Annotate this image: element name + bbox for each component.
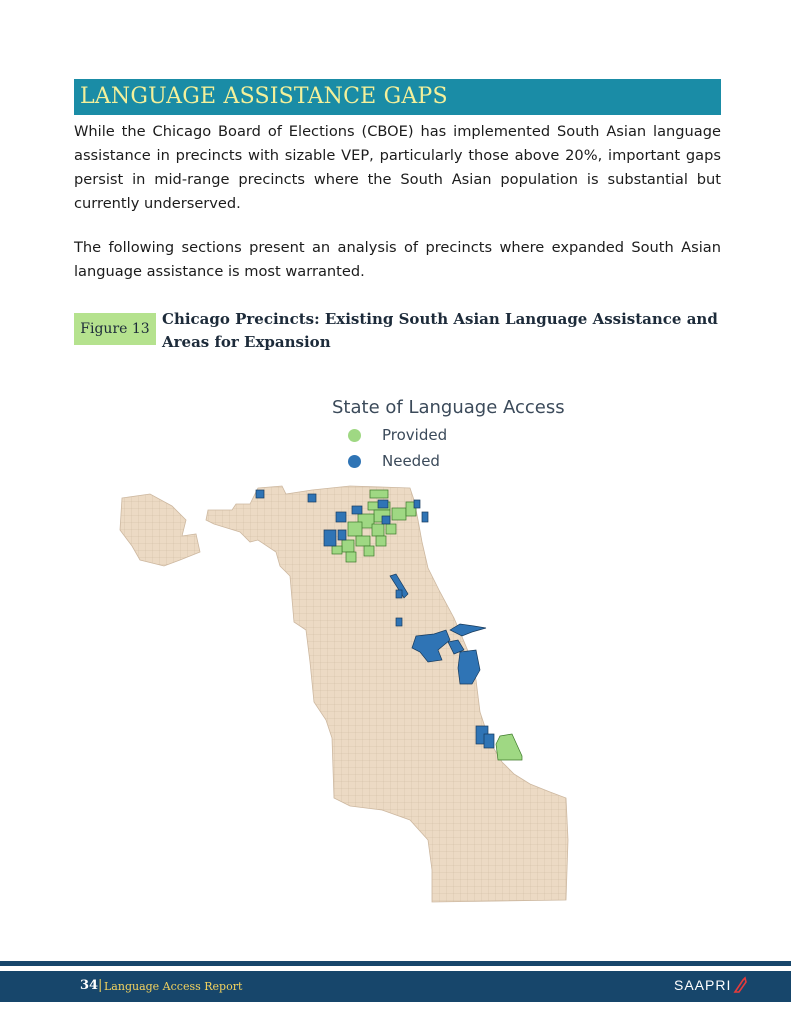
figure-caption: Chicago Precincts: Existing South Asian Language Assistance and Areas for Expansion	[162, 310, 718, 351]
footer-separator: |	[98, 978, 103, 993]
provided-dot-icon	[348, 429, 361, 442]
brand-mark-icon	[733, 976, 749, 994]
legend-label-provided: Provided	[382, 426, 448, 444]
legend-label-needed: Needed	[382, 452, 440, 470]
west-appendage	[120, 494, 200, 566]
footer-document-title: Language Access Report	[104, 980, 243, 993]
needed-dot-icon	[348, 455, 361, 468]
body-paragraph-2: The following sections present an analysis of precincts where expanded South Asian language assistance is most warranted.	[74, 239, 721, 280]
brand-logo: SAAPRI	[674, 977, 732, 993]
figure-label: Figure 13	[74, 313, 156, 345]
section-title: LANGUAGE ASSISTANCE GAPS	[80, 84, 448, 109]
footer-rule	[0, 961, 791, 966]
page-number: 34	[80, 978, 99, 993]
section-header	[74, 79, 721, 115]
legend-title: State of Language Access	[332, 397, 565, 418]
chicago-precinct-map	[110, 480, 580, 910]
footer	[0, 971, 791, 1002]
city-outline	[206, 486, 568, 902]
body-paragraph-1: While the Chicago Board of Elections (CBOE) has implemented South Asian language assistance in precincts with sizable VEP, particularly those above 20%, important gaps persist in mid-range precincts where the South Asian population is substantial but currently underserved.	[74, 123, 721, 212]
